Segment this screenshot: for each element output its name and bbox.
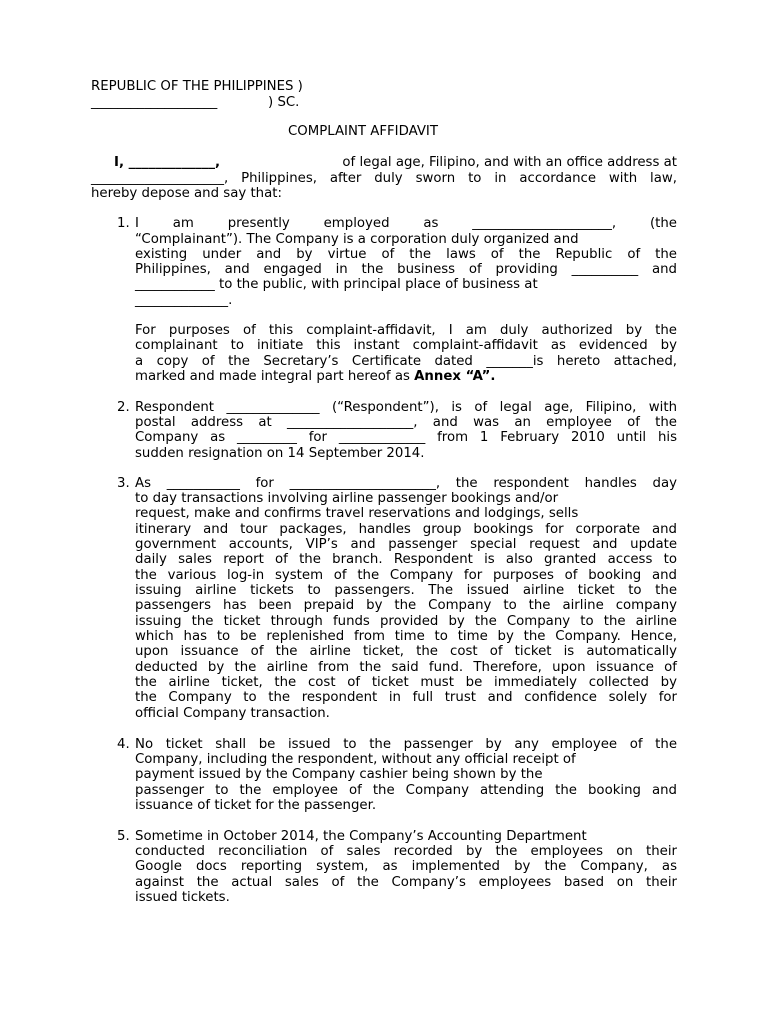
word: am xyxy=(172,216,194,231)
republic-line: REPUBLIC OF THE PHILIPPINES ) xyxy=(91,79,303,94)
authorization-text: marked and made integral part hereof as xyxy=(135,369,415,384)
affiant-name-blank: I, _____________, xyxy=(114,155,221,170)
word: employed xyxy=(323,216,390,231)
paragraph-5-line: Google docs reporting system, as implemented by the Company, as xyxy=(135,859,677,874)
sc-line: ___________________ ) SC. xyxy=(91,95,300,110)
paragraph-1-line-3: existing under and by virtue of the laws of the Republic of the xyxy=(135,247,677,262)
paragraph-2-line-1: Respondent ______________ (“Respondent”), is of legal age, Filipino, with xyxy=(135,400,677,415)
paragraph-1-number: 1. xyxy=(117,216,130,231)
document-title: COMPLAINT AFFIDAVIT xyxy=(288,124,438,139)
paragraph-2-number: 2. xyxy=(117,400,130,415)
paragraph-4-line: No ticket shall be issued to the passenger by any employee of the xyxy=(135,737,677,752)
authorization-line-3: a copy of the Secretary’s Certificate dated _______is hereto attached, xyxy=(135,354,677,369)
paragraph-2-line-4: sudden resignation on 14 September 2014. xyxy=(135,446,425,461)
authorization-line-1: For purposes of this complaint-affidavit, I am duly authorized by the xyxy=(135,323,677,338)
paragraph-2-line-2: postal address at ___________________, and was an employee of the xyxy=(135,415,677,430)
paragraph-3-line: itinerary and tour packages, handles group bookings for corporate and xyxy=(135,522,677,537)
paragraph-4-number: 4. xyxy=(117,737,130,752)
intro-line-1 xyxy=(91,155,677,170)
paragraph-3-line: to day transactions involving airline passenger bookings and/or xyxy=(135,491,559,506)
paragraph-4-line: issuance of ticket for the passenger. xyxy=(135,798,377,813)
paragraph-5-number: 5. xyxy=(117,829,130,844)
paragraph-5-line: conducted reconciliation of sales recorded by the employees on their xyxy=(135,844,677,859)
word: as xyxy=(423,216,439,231)
paragraph-4-line: passenger to the employee of the Company attending the booking and xyxy=(135,783,677,798)
paragraph-4-line: payment issued by the Company cashier being shown by the xyxy=(135,767,543,782)
paragraph-1-line-2: “Complainant”). The Company is a corporation duly organized and xyxy=(135,232,579,247)
paragraph-1-line-6: ______________. xyxy=(135,293,233,308)
paragraph-5-line: against the actual sales of the Company’s employees based on their xyxy=(135,875,677,890)
paragraph-3-line: the airline ticket, the cost of ticket must be immediately collected by xyxy=(135,675,677,690)
paragraph-3-line: which has to be replenished from time to time by the Company. Hence, xyxy=(135,629,677,644)
paragraph-3-line: the various log-in system of the Company for purposes of booking and xyxy=(135,568,677,583)
intro-text: of legal age, Filipino, and with an office address at xyxy=(342,155,677,170)
paragraph-5-line: Sometime in October 2014, the Company’s Accounting Department xyxy=(135,829,587,844)
paragraph-5-line: issued tickets. xyxy=(135,890,230,905)
paragraph-3-line: deducted by the airline from the said fund. Therefore, upon issuance of xyxy=(135,660,677,675)
annex-reference: Annex “A”. xyxy=(414,369,496,384)
word: _____________________, xyxy=(472,216,617,231)
paragraph-4-line: Company, including the respondent, without any official receipt of xyxy=(135,752,576,767)
authorization-line-2: complainant to initiate this instant complaint-affidavit as evidenced by xyxy=(135,338,677,353)
paragraph-3-line: issuing the ticket through funds provided by the Company to the airline xyxy=(135,614,677,629)
paragraph-1-line-1 xyxy=(135,216,677,231)
paragraph-3-line: passengers has been prepaid by the Company to the airline company xyxy=(135,598,677,613)
paragraph-1-line-5: ____________ to the public, with principal place of business at xyxy=(135,277,538,292)
paragraph-3-line: upon issuance of the airline ticket, the cost of ticket is automatically xyxy=(135,644,677,659)
paragraph-3-line: As ___________ for ______________________, the respondent handles day xyxy=(135,476,677,491)
paragraph-3-line: official Company transaction. xyxy=(135,706,330,721)
word: I xyxy=(135,216,139,231)
authorization-line-4 xyxy=(135,369,495,384)
intro-line-3: hereby depose and say that: xyxy=(91,186,282,201)
paragraph-3-line: the Company to the respondent in full trust and confidence solely for xyxy=(135,690,677,705)
paragraph-3-line: issuing airline tickets to passengers. The issued airline ticket to the xyxy=(135,583,677,598)
paragraph-3-line: daily sales report of the branch. Respondent is also granted access to xyxy=(135,552,677,567)
word: presently xyxy=(227,216,290,231)
paragraph-3-number: 3. xyxy=(117,476,130,491)
paragraph-2-line-3: Company as _________ for _____________ from 1 February 2010 until his xyxy=(135,430,677,445)
word: (the xyxy=(649,216,677,231)
paragraph-3-line: government accounts, VIP’s and passenger special request and update xyxy=(135,537,677,552)
paragraph-1-line-4: Philippines, and engaged in the business of providing __________ and xyxy=(135,262,677,277)
paragraph-3-line: request, make and confirms travel reservations and lodgings, sells xyxy=(135,506,579,521)
intro-line-2: ____________________, Philippines, after duly sworn to in accordance with law, xyxy=(91,171,677,186)
